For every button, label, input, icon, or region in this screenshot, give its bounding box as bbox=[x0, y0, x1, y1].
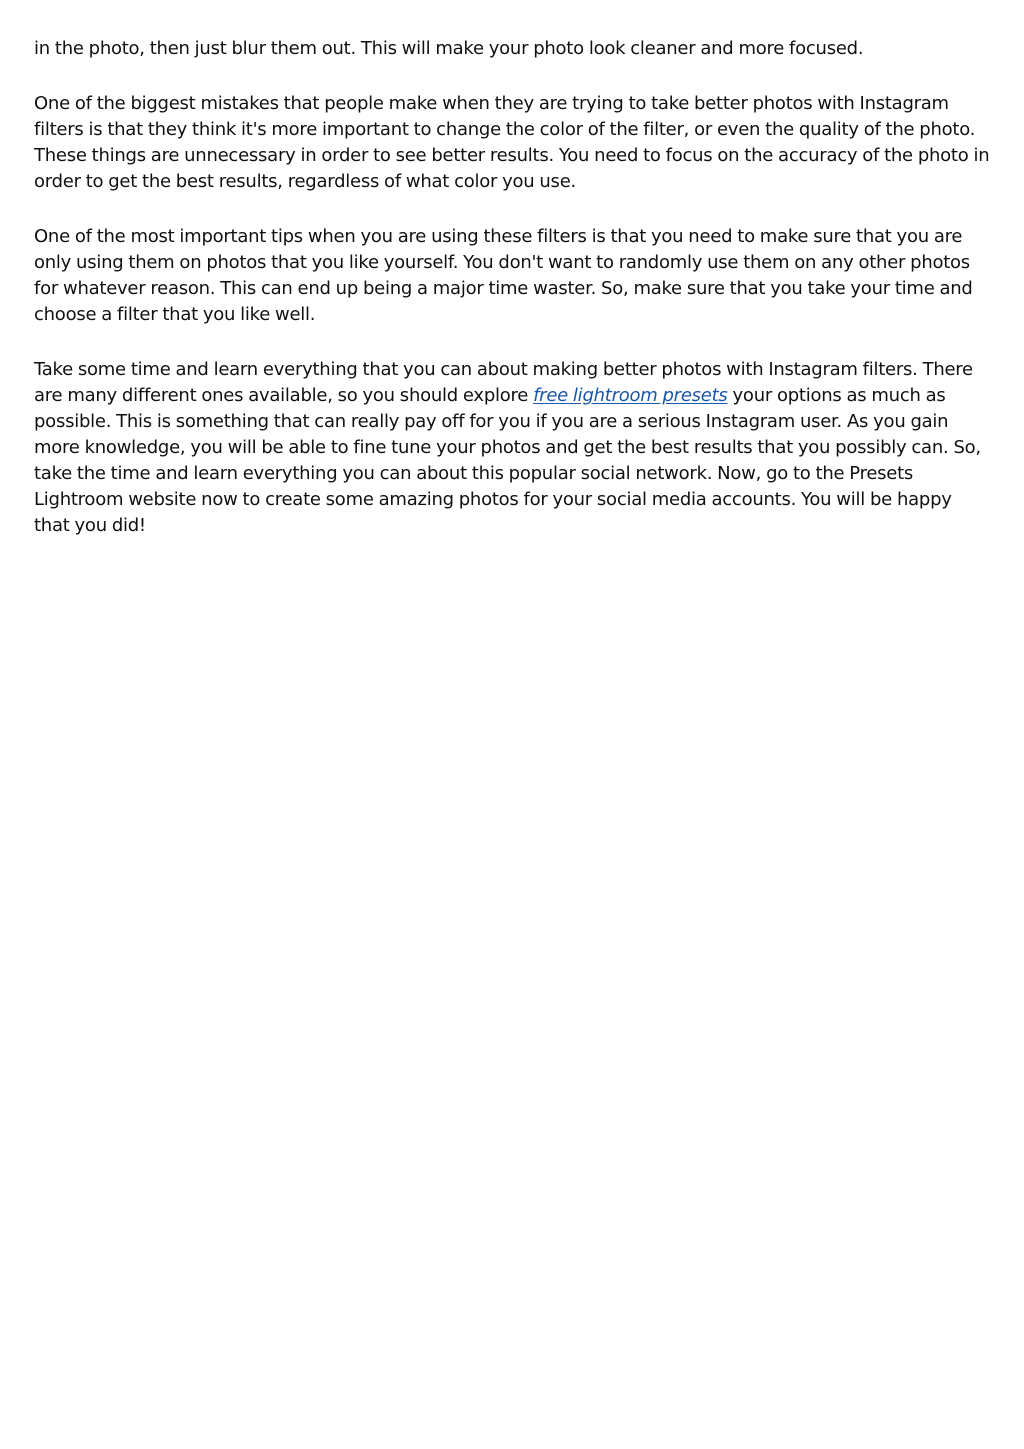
paragraph-4 bbox=[34, 357, 990, 539]
paragraph-4-text-after-link: your options as much as possible. This is something that can really pay off for you if you are a serious Instagram user. As you gain more knowledge, you will be able to fine tune your photos and get the best results that you possibly can. So, take the time and learn everything you can about this popular social network. Now, go to the Presets Lightroom website now to create some amazing photos for your social media accounts. You will be happy that you did! bbox=[34, 385, 981, 536]
document-body bbox=[34, 36, 990, 568]
free-lightroom-presets-link[interactable]: free lightroom presets bbox=[533, 385, 728, 406]
paragraph-2: One of the biggest mistakes that people make when they are trying to take better photos with Instagram filters is that they think it's more important to change the color of the filter, or even the quality of the photo. These things are unnecessary in order to see better results. You need to focus on the accuracy of the photo in order to get the best results, regardless of what color you use. bbox=[34, 93, 990, 192]
paragraph-4-text-before-link: Take some time and learn everything that you can about making better photos with Instagram filters. There are many different ones available, so you should explore bbox=[34, 359, 973, 406]
paragraph-1: in the photo, then just blur them out. This will make your photo look cleaner and more focused. bbox=[34, 38, 864, 59]
paragraph-3: One of the most important tips when you are using these filters is that you need to make sure that you are only using them on photos that you like yourself. You don't want to randomly use them on any other photos for whatever reason. This can end up being a major time waster. So, make sure that you take your time and choose a filter that you like well. bbox=[34, 226, 973, 325]
